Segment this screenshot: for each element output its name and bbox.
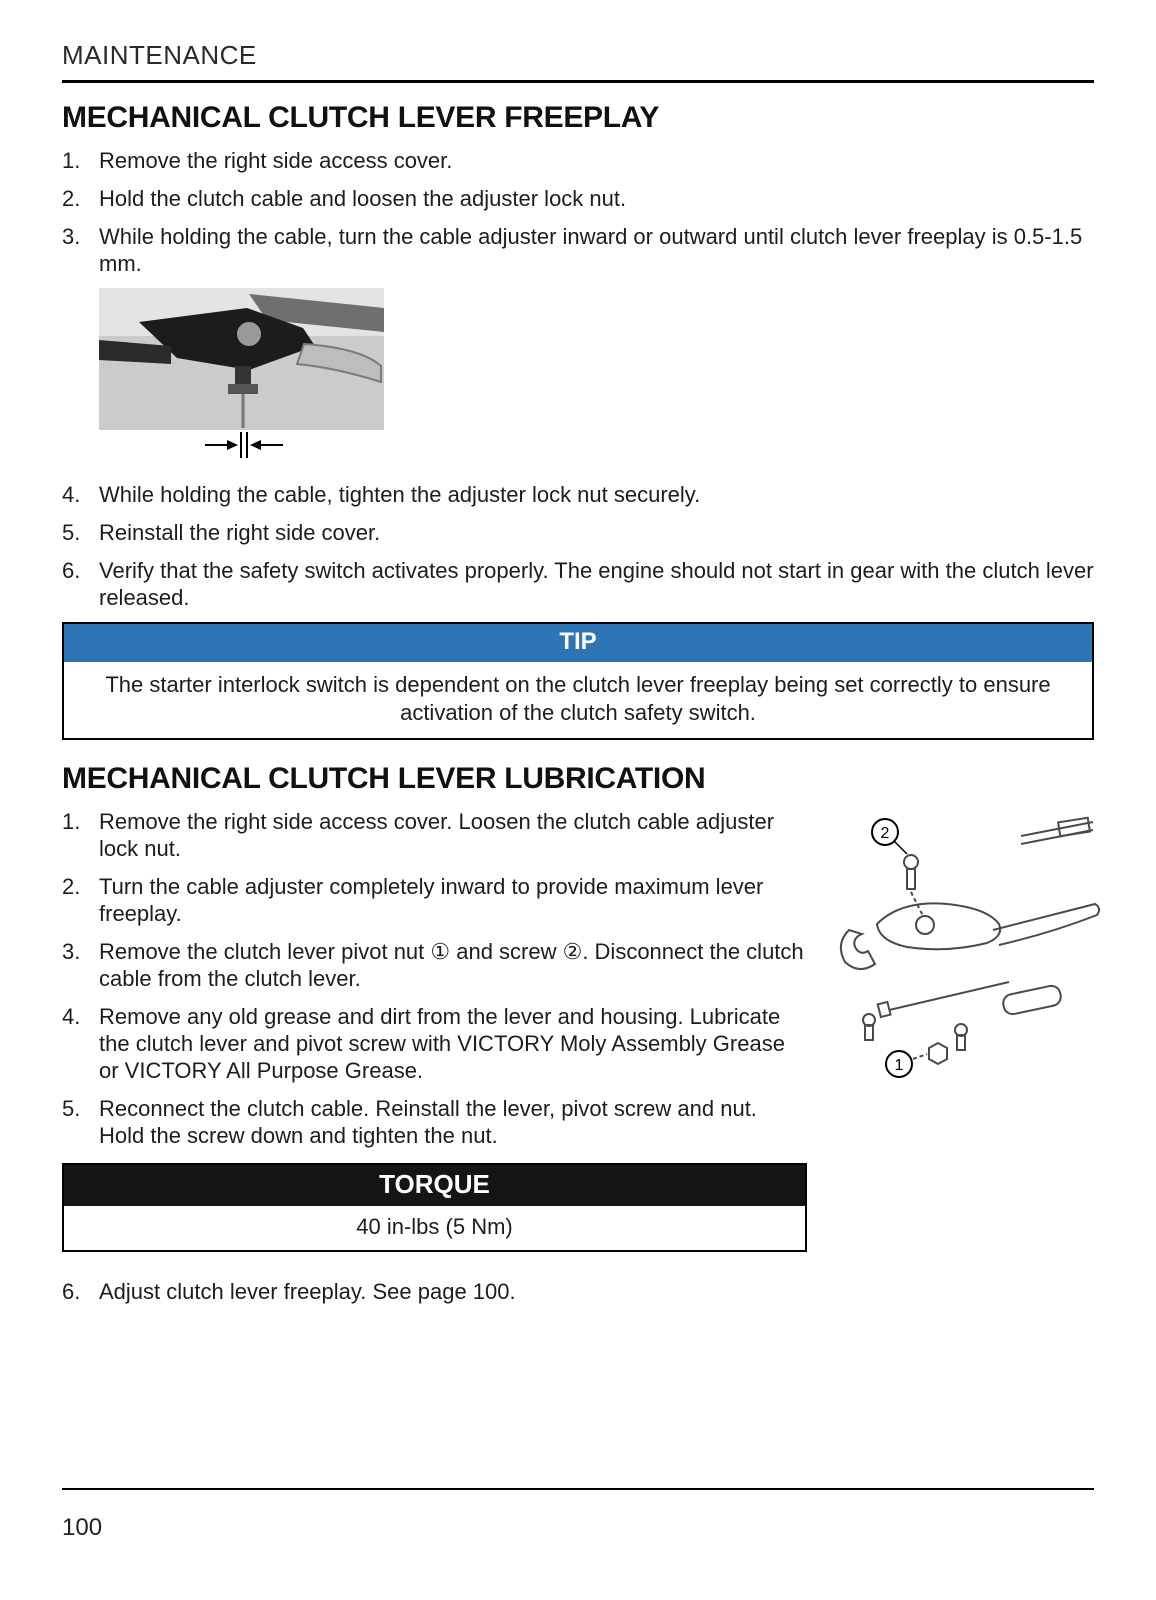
torque-box: [62, 1163, 807, 1252]
lubrication-content: [62, 808, 1094, 1316]
callout-1-label: 1: [894, 1057, 904, 1074]
step-number: 5.: [62, 520, 81, 545]
list-item: [62, 147, 1094, 174]
diagram-callout-1: [886, 1051, 912, 1077]
step-text: Remove the right side access cover.: [99, 148, 453, 173]
list-item: [62, 481, 1094, 508]
torque-box-header: TORQUE: [64, 1165, 805, 1206]
tip-box: [62, 622, 1094, 740]
step-text: Reconnect the clutch cable. Reinstall the lever, pivot screw and nut. Hold the screw down and tighten the nut.: [99, 1096, 757, 1148]
freeplay-steps-1-3: [62, 147, 1094, 277]
tip-box-text: The starter interlock switch is dependent on the clutch lever freeplay being set correctly to ensure activation of the clutch safety switch.: [105, 672, 1051, 725]
step-text: Remove the clutch lever pivot nut ① and screw ②. Disconnect the clutch cable from the clutch lever.: [99, 939, 804, 991]
section-title-lubrication: MECHANICAL CLUTCH LEVER LUBRICATION: [62, 762, 706, 795]
diagram-callout-2: [872, 819, 907, 854]
lubrication-step-6: [62, 1278, 807, 1305]
step-number: 3.: [62, 224, 81, 249]
step-text: Turn the cable adjuster completely inward to provide maximum lever freeplay.: [99, 874, 764, 926]
lubrication-diagram-column: [807, 808, 1107, 1084]
clutch-lever-exploded-diagram: [807, 812, 1107, 1084]
freeplay-steps-4-6: [62, 481, 1094, 611]
step-text: Hold the clutch cable and loosen the adjuster lock nut.: [99, 186, 627, 211]
header-divider: [62, 80, 1094, 83]
step-number: 6.: [62, 1279, 81, 1304]
list-item: [62, 938, 807, 992]
section-title-freeplay: MECHANICAL CLUTCH LEVER FREEPLAY: [62, 101, 660, 134]
step-number: 2.: [62, 874, 81, 899]
page-number: 100: [62, 1514, 103, 1541]
list-item: [62, 557, 1094, 611]
lubrication-steps-1-5: [62, 808, 807, 1149]
step-text: Verify that the safety switch activates properly. The engine should not start in gear with the clutch lever released.: [99, 558, 1094, 610]
page-header: [62, 40, 1094, 83]
clutch-lever-freeplay-photo: [99, 288, 1094, 465]
step-number: 2.: [62, 186, 81, 211]
list-item: [62, 808, 807, 862]
step-text: Reinstall the right side cover.: [99, 520, 381, 545]
step-text: Adjust clutch lever freeplay. See page 100.: [99, 1279, 516, 1304]
list-item: [62, 223, 1094, 277]
step-number: 3.: [62, 939, 81, 964]
step-number: 6.: [62, 558, 81, 583]
list-item: [62, 1003, 807, 1084]
tip-box-header: TIP: [64, 624, 1092, 662]
list-item: [62, 1278, 807, 1305]
step-number: 1.: [62, 148, 81, 173]
list-item: [62, 185, 1094, 212]
step-text: Remove the right side access cover. Loosen the clutch cable adjuster lock nut.: [99, 809, 775, 861]
step-number: 4.: [62, 1004, 81, 1029]
step-number: 1.: [62, 809, 81, 834]
chapter-title: MAINTENANCE: [62, 40, 257, 70]
list-item: [62, 873, 807, 927]
step-number: 5.: [62, 1096, 81, 1121]
list-item: [62, 519, 1094, 546]
step-text: Remove any old grease and dirt from the lever and housing. Lubricate the clutch lever and pivot screw with VICTORY Moly Assembly Grease or VICTORY All Purpose Grease.: [99, 1004, 785, 1083]
list-item: [62, 1095, 807, 1149]
step-text: While holding the cable, tighten the adjuster lock nut securely.: [99, 482, 701, 507]
callout-2-label: 2: [880, 825, 890, 842]
step-text: While holding the cable, turn the cable adjuster inward or outward until clutch lever freeplay is 0.5-1.5 mm.: [99, 224, 1083, 276]
step-number: 4.: [62, 482, 81, 507]
lubrication-text-column: [62, 808, 807, 1316]
freeplay-photo-graphic: [99, 288, 384, 460]
torque-box-value: 40 in-lbs (5 Nm): [356, 1214, 513, 1239]
footer-divider: [62, 1488, 1094, 1490]
